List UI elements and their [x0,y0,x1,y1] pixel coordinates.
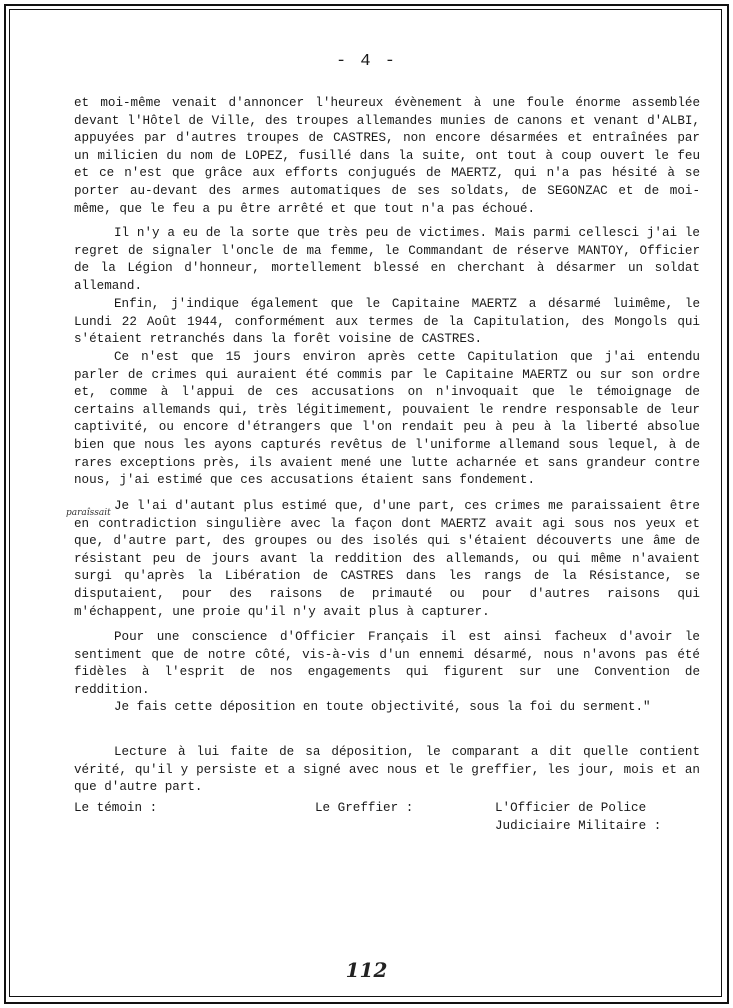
signature-witness-label: Le témoin : [74,801,158,815]
paragraph-3: Enfin, j'indique également que le Capitaine MAERTZ a désarmé luimême, le Lundi 22 Août 1944, conformément aux termes de la Capitulation, des Mongols qui s'étaient retranchés dans la forêt voisine de CASTRES. [74,297,700,347]
paragraph-2: Il n'y a eu de la sorte que très peu de victimes. Mais parmi cellesci j'ai le regret de signaler l'oncle de ma femme, le Commandant de réserve MANTOY, Officier de la Légion d'honneur, mortellement blessé en cherchant à désarmer un soldat allemand. [74,226,700,293]
signature-officer-label-line1: L'Officier de Police [495,801,647,815]
paragraph-5: Je l'ai d'autant plus estimé que, d'une part, ces crimes me paraissaient être en contradiction singulière avec la façon dont MAERTZ avait agi sous nos yeux et que, d'autre part, des groupes ou des isolés qui s'étaient découverts une âme de résistant peu de jours avant la reddition des allemands, ou qui même n'avaient surgi qu'après la Libération de CASTRES dans les rangs de la Résistance, se disputaient, pour des raisons de primauté ou pour d'autres raisons qui m'échappent, une proie qu'il n'y avait plus à capturer. [74,499,700,619]
paragraph-7: Je fais cette déposition en toute objectivité, sous la foi du serment." [114,700,651,714]
handwritten-margin-note: paraîssait [66,508,111,518]
signature-clerk-label: Le Greffier : [315,801,414,815]
paragraph-4: Ce n'est que 15 jours environ après cette Capitulation que j'ai entendu parler de crimes qui auraient été commis par le Capitaine MAERTZ ou sur son ordre et, comme à l'appui de ces accusations on n'invoquait que le témoignage de certains allemands qui, très légitimement, pouvaient le rendre responsable de leur captivité, ou encore d'étrangers que l'on rendait peu à peu à la liberté absolue bien que nous les ayons capturés revêtus de l'uniforme allemand sous lequel, à de rares exceptions près, ils avaient mené une lutte acharnée et sans grandeur contre nous, j'ai estimé que ces accusations étaient sans fondement. [74,350,700,488]
paragraph-8: Lecture à lui faite de sa déposition, le comparant a dit quelle contient vérité, qu'il y persiste et a signé avec nous et le greffier, les jour, mois et an que d'autre part. [74,745,700,795]
signature-officer-label-line2: Judiciaire Militaire : [495,819,662,833]
handwritten-folio-number: 112 [345,958,388,982]
paragraph-6: Pour une conscience d'Officier Français il est ainsi facheux d'avoir le sentiment que de notre côté, vis-à-vis d'un ennemi désarmé, nous n'avons pas été fidèles à l'esprit de nos engagements qui figurent sur une Convention de reddition. [74,630,700,697]
paragraph-1: et moi-même venait d'annoncer l'heureux évènement à une foule énorme assemblée devant l'Hôtel de Ville, des troupes allemandes munies de canons et venant d'ALBI, appuyées par d'autres troupes de CASTRES, non encore désarmées et entraînées par un milicien du nom de LOPEZ, fusillé dans la suite, ont tout à coup ouvert le feu et ce n'est que grâce aux efforts conjugués de MAERTZ, qui n'a pas hésité à se porter au-devant des armes automatiques de ses soldats, de SEGONZAC et de moi-même, que le feu a pu être arrêté et que tout n'a pas échoué. [74,96,700,216]
page-number: - 4 - [335,52,397,71]
